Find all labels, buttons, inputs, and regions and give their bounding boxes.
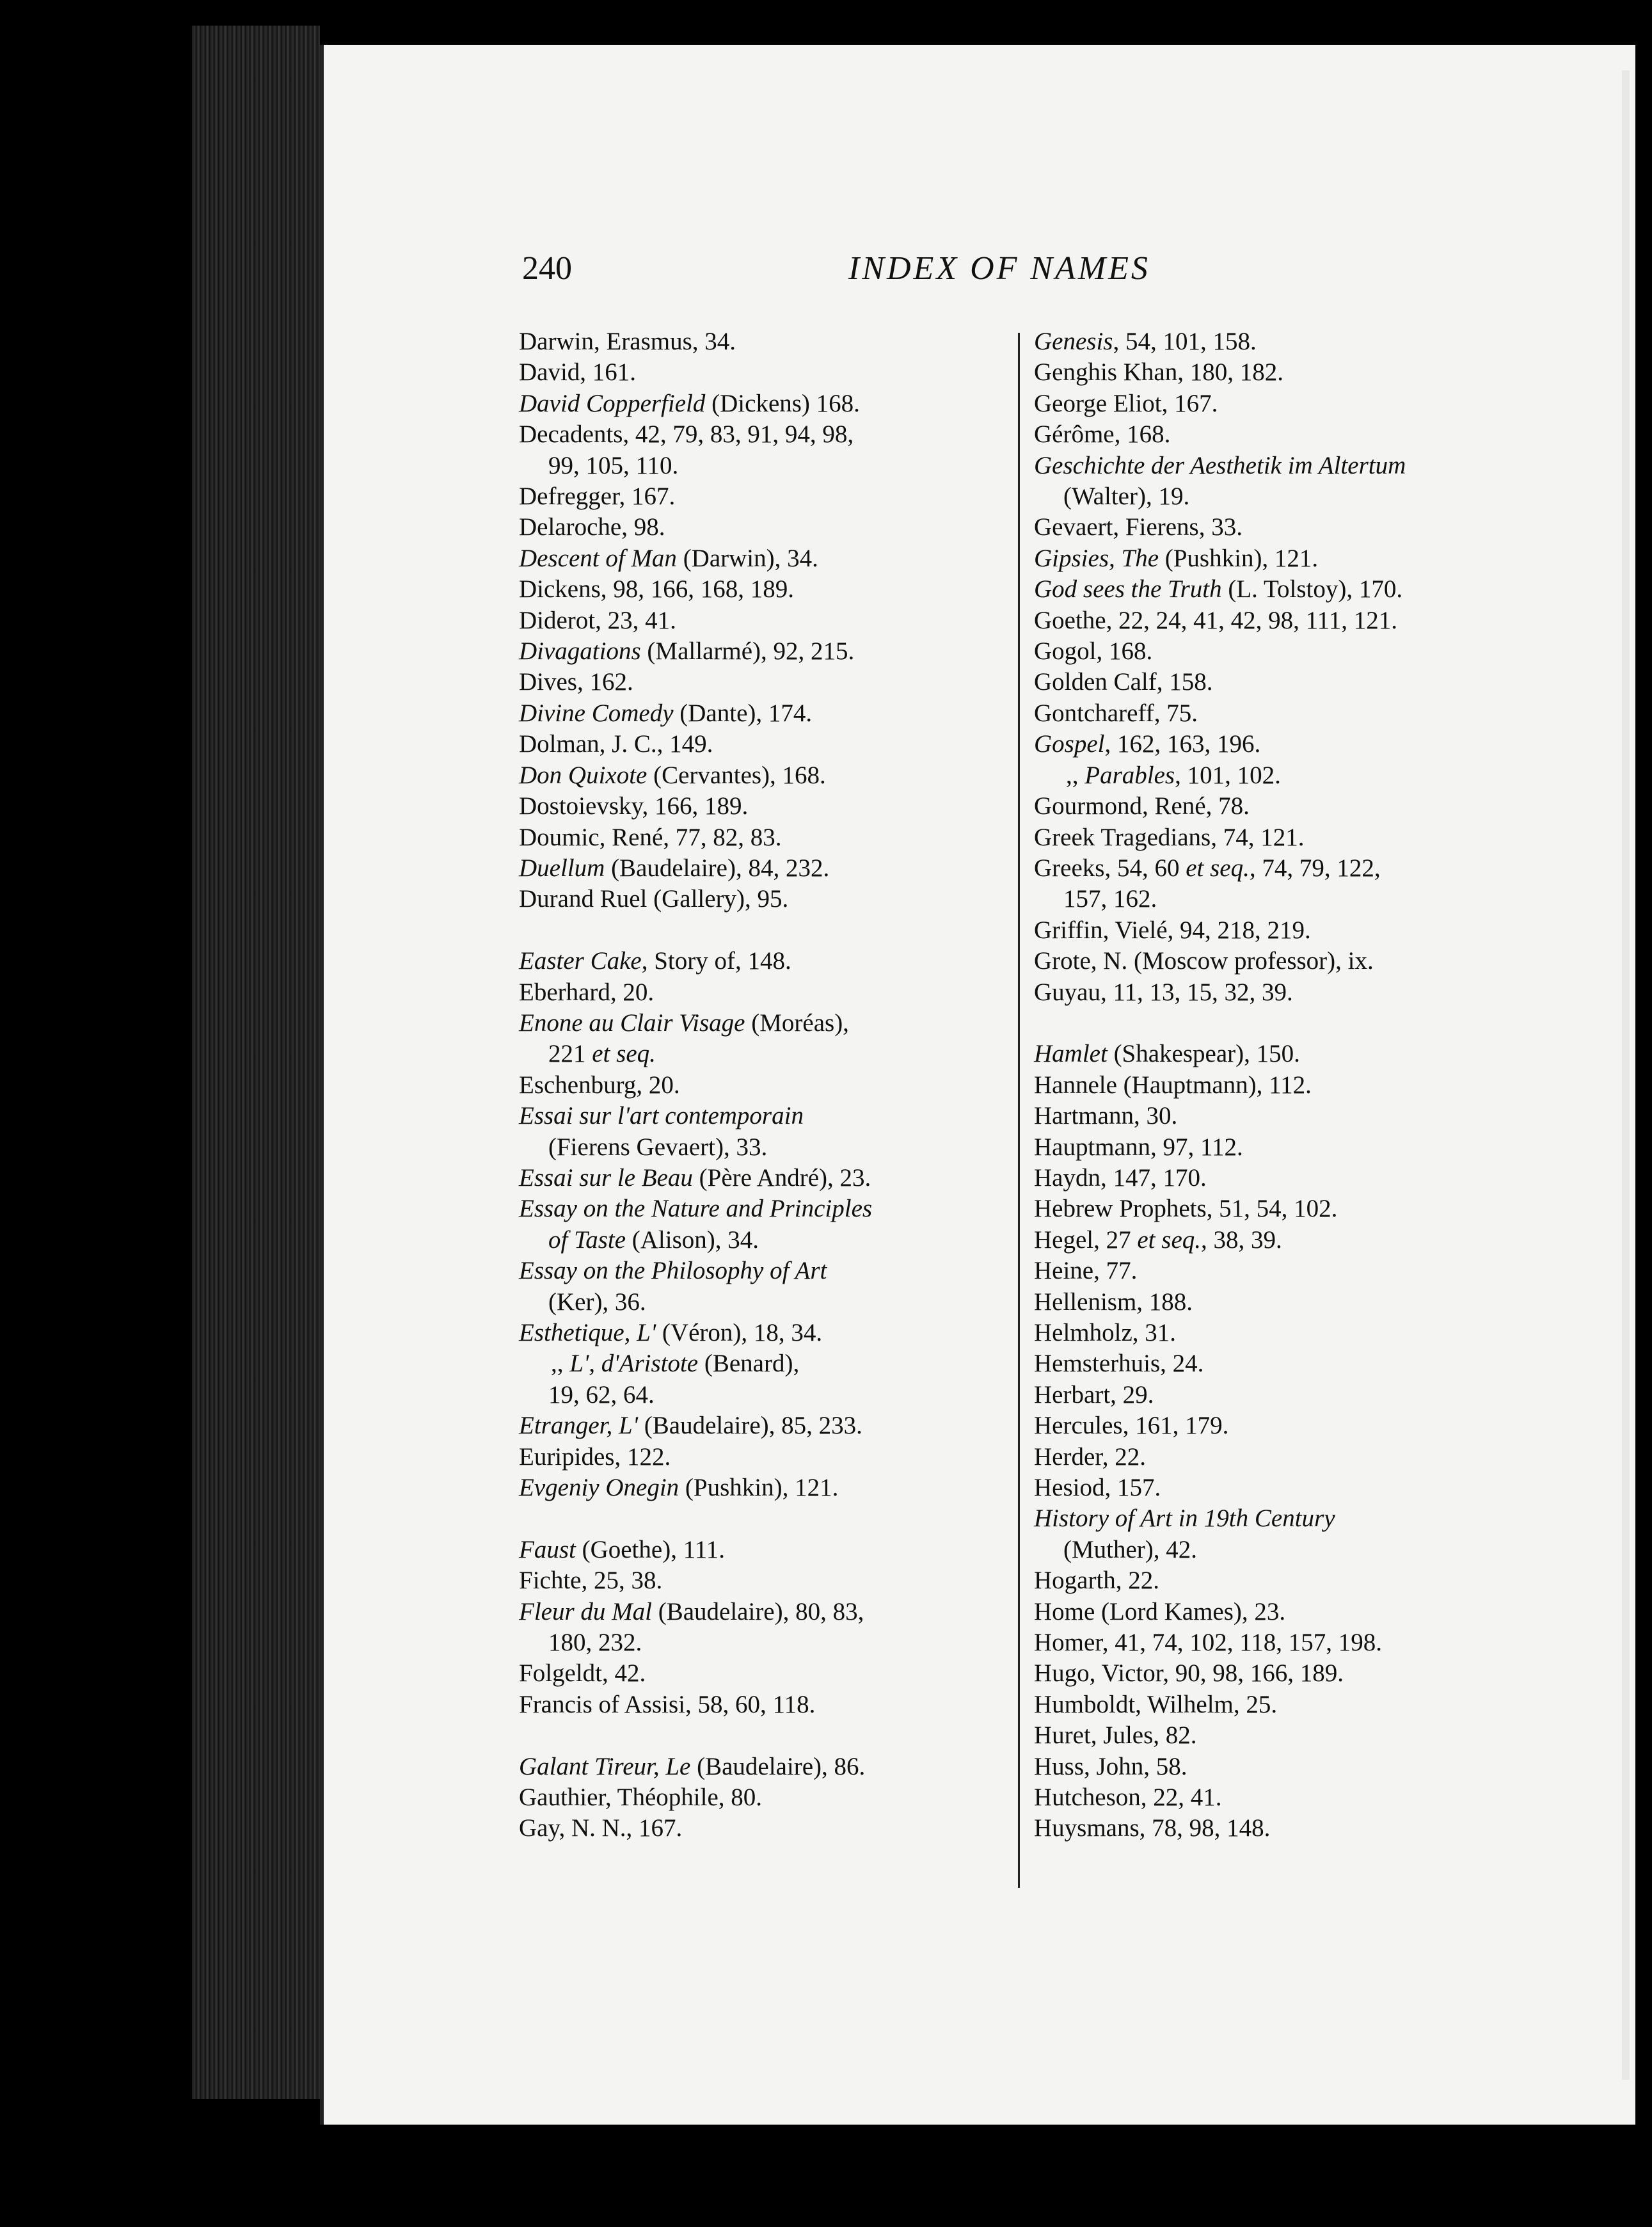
index-entry bbox=[1034, 1752, 1533, 1782]
index-entry bbox=[519, 1535, 1018, 1565]
index-entry bbox=[519, 1597, 1018, 1627]
index-entry-title: Evgeniy Onegin bbox=[519, 1474, 679, 1502]
index-entry-text: Hesiod, 157. bbox=[1034, 1474, 1161, 1502]
index-entry bbox=[519, 605, 1018, 636]
index-entry-title: Divine Comedy bbox=[519, 699, 674, 727]
index-entry bbox=[1034, 512, 1533, 543]
index-entry-title: Galant Tireur, Le bbox=[519, 1752, 691, 1780]
index-entry-text: Haydn, 147, 170. bbox=[1034, 1163, 1207, 1192]
index-entry-text: Defregger, 167. bbox=[519, 483, 676, 511]
index-entry-title: et seq. bbox=[592, 1040, 656, 1068]
index-entry bbox=[519, 1380, 1018, 1410]
index-entry-text: (Darwin), 34. bbox=[676, 544, 818, 572]
index-entry bbox=[1034, 667, 1533, 698]
book-page-edges bbox=[192, 26, 320, 2099]
index-entry bbox=[1034, 357, 1533, 388]
index-entry bbox=[519, 1689, 1018, 1720]
index-entry-title: Duellum bbox=[519, 854, 605, 882]
index-entry bbox=[519, 1225, 1018, 1256]
index-entry-text: Gérôme, 168. bbox=[1034, 420, 1171, 449]
index-entry-text: (Cervantes), 168. bbox=[647, 761, 826, 789]
index-entry-text: Herder, 22. bbox=[1034, 1442, 1146, 1471]
index-entry-title: L', d'Aristote bbox=[569, 1350, 699, 1378]
index-entry-text: (Véron), 18, 34. bbox=[656, 1318, 823, 1346]
index-entry bbox=[519, 1627, 1018, 1658]
index-entry-title: et seq. bbox=[1137, 1225, 1202, 1254]
index-entry-text: (Mallarmé), 92, 215. bbox=[640, 637, 855, 666]
index-entry bbox=[1034, 1658, 1533, 1689]
index-entry-text: ,, bbox=[551, 1350, 570, 1378]
index-column-right bbox=[1034, 326, 1533, 1844]
index-entry bbox=[519, 1813, 1018, 1844]
index-entry-text: 99, 105, 110. bbox=[548, 451, 679, 479]
index-entry bbox=[519, 1752, 1018, 1782]
index-entry-text: (Baudelaire), 86. bbox=[690, 1752, 866, 1780]
index-entry bbox=[1034, 1720, 1533, 1751]
index-entry-text: Euripides, 122. bbox=[519, 1442, 671, 1471]
index-entry-text: Guyau, 11, 13, 15, 32, 39. bbox=[1034, 978, 1293, 1006]
index-entry bbox=[1034, 1535, 1533, 1565]
index-entry-title: et seq. bbox=[1186, 854, 1250, 882]
index-entry bbox=[1034, 1193, 1533, 1224]
index-entry bbox=[519, 451, 1018, 481]
index-entry bbox=[519, 884, 1018, 914]
index-entry bbox=[1034, 605, 1533, 636]
index-entry bbox=[519, 1318, 1018, 1348]
index-entry-text: (Ker), 36. bbox=[548, 1288, 646, 1316]
index-entry-title: Essay on the Philosophy of Art bbox=[519, 1257, 827, 1285]
index-entry bbox=[1034, 1163, 1533, 1193]
index-entry-title: Hamlet bbox=[1034, 1040, 1108, 1068]
index-entry bbox=[519, 760, 1018, 791]
index-entry bbox=[1034, 977, 1533, 1008]
index-entry bbox=[519, 791, 1018, 822]
index-entry-text: Huret, Jules, 82. bbox=[1034, 1721, 1197, 1750]
index-entry bbox=[1034, 946, 1533, 977]
index-entry-title: Gospel bbox=[1034, 730, 1105, 758]
index-entry bbox=[1034, 1689, 1533, 1720]
index-entry-title: Easter Cake bbox=[519, 947, 642, 975]
section-gap bbox=[519, 1503, 1018, 1534]
section-gap bbox=[519, 1720, 1018, 1751]
index-entry-text: Delaroche, 98. bbox=[519, 513, 665, 541]
index-entry-text: Greeks, 54, 60 bbox=[1034, 854, 1186, 882]
index-entry-title: Don Quixote bbox=[519, 761, 647, 789]
index-entry bbox=[1034, 481, 1533, 512]
index-entry bbox=[519, 574, 1018, 605]
index-entry-text: Diderot, 23, 41. bbox=[519, 606, 676, 634]
index-entry-text: (Fierens Gevaert), 33. bbox=[548, 1133, 768, 1161]
index-entry bbox=[519, 1039, 1018, 1069]
index-entry-text: Hartmann, 30. bbox=[1034, 1102, 1178, 1130]
index-entry bbox=[1034, 729, 1533, 760]
index-entry bbox=[1034, 1070, 1533, 1101]
index-entry-text: (Benard), bbox=[698, 1350, 800, 1378]
index-entry-text: Genghis Khan, 180, 182. bbox=[1034, 358, 1283, 387]
index-entry bbox=[519, 543, 1018, 574]
index-entry-text: Hugo, Victor, 90, 98, 166, 189. bbox=[1034, 1659, 1344, 1688]
index-entry-text: 19, 62, 64. bbox=[548, 1380, 655, 1409]
index-entry bbox=[1034, 388, 1533, 419]
index-entry-text: Gauthier, Théophile, 80. bbox=[519, 1784, 763, 1812]
index-entry-text: Goethe, 22, 24, 41, 42, 98, 111, 121. bbox=[1034, 606, 1397, 634]
index-entry bbox=[1034, 1101, 1533, 1131]
index-entry-title: Etranger, L' bbox=[519, 1412, 639, 1440]
index-entry bbox=[1034, 1039, 1533, 1069]
index-entry-text: Darwin, Erasmus, 34. bbox=[519, 328, 736, 355]
index-entry bbox=[1034, 1256, 1533, 1286]
index-entry bbox=[519, 1658, 1018, 1689]
index-entry-title: Essay on the Nature and Principles bbox=[519, 1195, 873, 1223]
index-entry-text: Eschenburg, 20. bbox=[519, 1071, 680, 1099]
index-entry bbox=[519, 481, 1018, 512]
index-entry bbox=[1034, 1565, 1533, 1596]
index-entry-text: , 38, 39. bbox=[1201, 1225, 1282, 1254]
index-entry bbox=[519, 636, 1018, 667]
section-gap bbox=[519, 915, 1018, 946]
index-entry-text: Dolman, J. C., 149. bbox=[519, 730, 713, 758]
index-entry bbox=[1034, 1442, 1533, 1473]
index-entry-text: (L. Tolstoy), 170. bbox=[1221, 575, 1403, 603]
index-entry-text: (Baudelaire), 80, 83, bbox=[651, 1597, 864, 1625]
facing-page-edge bbox=[1622, 70, 1630, 2080]
index-entry-text: 180, 232. bbox=[548, 1629, 642, 1657]
index-entry-text: Hercules, 161, 179. bbox=[1034, 1412, 1229, 1440]
index-entry-title: Divagations bbox=[519, 637, 641, 666]
index-entry bbox=[1034, 543, 1533, 574]
index-entry-text: (Baudelaire), 85, 233. bbox=[638, 1412, 862, 1440]
index-entry bbox=[519, 1132, 1018, 1163]
book-page bbox=[320, 45, 1635, 2125]
index-entry-title: God sees the Truth bbox=[1034, 575, 1222, 603]
index-entry-text: (Muther), 42. bbox=[1063, 1535, 1198, 1563]
index-entry-text: Dostoievsky, 166, 189. bbox=[519, 792, 749, 820]
index-entry bbox=[1034, 1410, 1533, 1441]
index-entry-text: (Dickens) 168. bbox=[705, 389, 860, 417]
index-entry-title: David Copperfield bbox=[519, 389, 706, 417]
index-entry bbox=[519, 1163, 1018, 1193]
index-entry bbox=[519, 1348, 1018, 1379]
index-entry bbox=[1034, 1813, 1533, 1844]
index-entry bbox=[1034, 574, 1533, 605]
index-entry-text: Gogol, 168. bbox=[1034, 637, 1153, 666]
index-entry bbox=[519, 1070, 1018, 1101]
index-entry bbox=[1034, 1503, 1533, 1534]
index-entry-text: Fichte, 25, 38. bbox=[519, 1567, 663, 1595]
index-entry-text: Herbart, 29. bbox=[1034, 1380, 1154, 1409]
index-entry bbox=[519, 388, 1018, 419]
index-entry bbox=[1034, 1627, 1533, 1658]
index-entry-text: Hebrew Prophets, 51, 54, 102. bbox=[1034, 1195, 1338, 1223]
index-entry-text: David, 161. bbox=[519, 358, 637, 387]
index-entry-text: (Goethe), 111. bbox=[575, 1535, 726, 1563]
index-entry-text: Hogarth, 22. bbox=[1034, 1567, 1160, 1595]
index-entry-text: George Eliot, 167. bbox=[1034, 389, 1218, 417]
index-entry bbox=[519, 1193, 1018, 1224]
index-entry-text: Gourmond, René, 78. bbox=[1034, 792, 1250, 820]
index-entry-text: , 162, 163, 196. bbox=[1104, 730, 1261, 758]
index-entry-text: Dives, 162. bbox=[519, 668, 633, 696]
index-entry bbox=[1034, 1597, 1533, 1627]
index-entry bbox=[1034, 326, 1533, 357]
index-entry bbox=[1034, 1348, 1533, 1379]
index-entry-text: Hutcheson, 22, 41. bbox=[1034, 1784, 1222, 1812]
index-entry-text: Gay, N. N., 167. bbox=[519, 1814, 683, 1842]
index-entry-text: Hellenism, 188. bbox=[1034, 1288, 1193, 1316]
index-entry bbox=[519, 1256, 1018, 1286]
index-entry-title: History of Art in 19th Century bbox=[1034, 1505, 1335, 1533]
index-entry-text: , 101, 102. bbox=[1175, 761, 1281, 789]
index-entry bbox=[519, 512, 1018, 543]
index-entry-text: ,, bbox=[1066, 761, 1085, 789]
index-entry-title: Essai sur le Beau bbox=[519, 1163, 693, 1192]
index-entry-text: Gevaert, Fierens, 33. bbox=[1034, 513, 1243, 541]
index-entry-text: Hegel, 27 bbox=[1034, 1225, 1138, 1254]
index-entry-text: Griffin, Vielé, 94, 218, 219. bbox=[1034, 916, 1311, 944]
index-entry-title: of Taste bbox=[548, 1225, 626, 1254]
index-entry bbox=[519, 1101, 1018, 1131]
index-entry bbox=[1034, 1782, 1533, 1813]
index-entry-text: Hauptmann, 97, 112. bbox=[1034, 1133, 1243, 1161]
index-entry-text: 221 bbox=[548, 1040, 592, 1068]
index-entry-title: Faust bbox=[519, 1535, 576, 1563]
index-entry bbox=[1034, 636, 1533, 667]
index-entry bbox=[1034, 1318, 1533, 1348]
index-entry-text: Home (Lord Kames), 23. bbox=[1034, 1597, 1286, 1625]
index-entry-title: Parables bbox=[1084, 761, 1175, 789]
index-entry bbox=[1034, 915, 1533, 946]
index-entry-text: (Walter), 19. bbox=[1063, 483, 1190, 511]
index-entry-text: (Baudelaire), 84, 232. bbox=[605, 854, 830, 882]
index-entry bbox=[1034, 822, 1533, 853]
index-entry bbox=[519, 946, 1018, 977]
index-entry bbox=[519, 419, 1018, 450]
index-entry-text: (Moréas), bbox=[745, 1009, 849, 1037]
index-entry-title: Esthetique, L' bbox=[519, 1318, 656, 1346]
index-entry-text: Heine, 77. bbox=[1034, 1257, 1138, 1285]
index-entry-text: Folgeldt, 42. bbox=[519, 1659, 646, 1688]
index-entry bbox=[1034, 419, 1533, 450]
index-entry-text: Greek Tragedians, 74, 121. bbox=[1034, 823, 1305, 851]
index-entry-text: Hannele (Hauptmann), 112. bbox=[1034, 1071, 1312, 1099]
index-entry bbox=[519, 1008, 1018, 1039]
column-divider bbox=[1018, 333, 1020, 1888]
index-entry bbox=[519, 853, 1018, 884]
index-entry bbox=[1034, 1473, 1533, 1503]
index-entry bbox=[1034, 1380, 1533, 1410]
index-entry bbox=[519, 357, 1018, 388]
index-entry-text: Dickens, 98, 166, 168, 189. bbox=[519, 575, 795, 603]
index-entry-text: Humboldt, Wilhelm, 25. bbox=[1034, 1690, 1278, 1718]
index-entry-title: Fleur du Mal bbox=[519, 1597, 652, 1625]
index-entry-text: (Pushkin), 121. bbox=[1159, 544, 1319, 572]
index-entry bbox=[519, 1287, 1018, 1318]
index-entry-text: (Père André), 23. bbox=[692, 1163, 871, 1192]
index-entry-text: , 74, 79, 122, bbox=[1249, 854, 1381, 882]
index-entry-text: (Dante), 174. bbox=[673, 699, 813, 727]
index-entry-text: Huysmans, 78, 98, 148. bbox=[1034, 1814, 1271, 1842]
index-entry-text: Grote, N. (Moscow professor), ix. bbox=[1034, 947, 1374, 975]
index-entry-title: Descent of Man bbox=[519, 544, 677, 572]
index-entry-title: Gipsies, The bbox=[1034, 544, 1159, 572]
section-gap bbox=[1034, 1008, 1533, 1039]
index-entry-text: Durand Ruel (Gallery), 95. bbox=[519, 885, 789, 913]
index-column-left bbox=[519, 326, 1018, 1844]
index-entry-title: Essai sur l'art contemporain bbox=[519, 1102, 804, 1130]
index-entry-text: (Shakespear), 150. bbox=[1107, 1040, 1300, 1068]
index-entry-title: Genesis bbox=[1034, 328, 1113, 355]
index-entry bbox=[1034, 1225, 1533, 1256]
index-entry-text: , Story of, 148. bbox=[641, 947, 791, 975]
page-number: 240 bbox=[522, 250, 572, 287]
index-entry bbox=[1034, 451, 1533, 481]
running-head bbox=[522, 250, 1514, 301]
index-entry bbox=[519, 1473, 1018, 1503]
index-entry-text: Eberhard, 20. bbox=[519, 978, 655, 1006]
index-entry bbox=[1034, 1287, 1533, 1318]
index-entry-text: Golden Calf, 158. bbox=[1034, 668, 1213, 696]
index-entry bbox=[1034, 1132, 1533, 1163]
index-entry bbox=[1034, 853, 1533, 884]
index-entry bbox=[519, 1782, 1018, 1813]
index-entry-text: Helmholz, 31. bbox=[1034, 1318, 1177, 1346]
index-entry-title: Geschichte der Aesthetik im Altertum bbox=[1034, 451, 1406, 479]
index-entry-text: (Alison), 34. bbox=[626, 1225, 759, 1254]
page-title: INDEX OF NAMES bbox=[848, 250, 1150, 287]
index-entry-text: Decadents, 42, 79, 83, 91, 94, 98, bbox=[519, 420, 854, 449]
index-entry bbox=[519, 1442, 1018, 1473]
index-entry bbox=[1034, 884, 1533, 914]
index-entry-text: Huss, John, 58. bbox=[1034, 1752, 1187, 1780]
index-entry bbox=[519, 1410, 1018, 1441]
index-entry bbox=[519, 667, 1018, 698]
index-entry-text: (Pushkin), 121. bbox=[679, 1474, 839, 1502]
index-entry-text: , 54, 101, 158. bbox=[1113, 328, 1257, 355]
index-entry-text: Hemsterhuis, 24. bbox=[1034, 1350, 1204, 1378]
index-entry bbox=[1034, 791, 1533, 822]
index-entry bbox=[519, 698, 1018, 729]
index-entry bbox=[519, 1565, 1018, 1596]
index-entry-title: Enone au Clair Visage bbox=[519, 1009, 745, 1037]
index-entry bbox=[519, 977, 1018, 1008]
index-entry-text: Francis of Assisi, 58, 60, 118. bbox=[519, 1690, 816, 1718]
index-entry bbox=[519, 729, 1018, 760]
index-entry-text: Homer, 41, 74, 102, 118, 157, 198. bbox=[1034, 1629, 1383, 1657]
index-entry-text: Gontchareff, 75. bbox=[1034, 699, 1198, 727]
index-entry bbox=[1034, 698, 1533, 729]
index-entry-text: 157, 162. bbox=[1063, 885, 1157, 913]
index-entry bbox=[519, 326, 1018, 357]
index-entry bbox=[1034, 760, 1533, 791]
index-entry bbox=[519, 822, 1018, 853]
index-entry-text: Doumic, René, 77, 82, 83. bbox=[519, 823, 782, 851]
